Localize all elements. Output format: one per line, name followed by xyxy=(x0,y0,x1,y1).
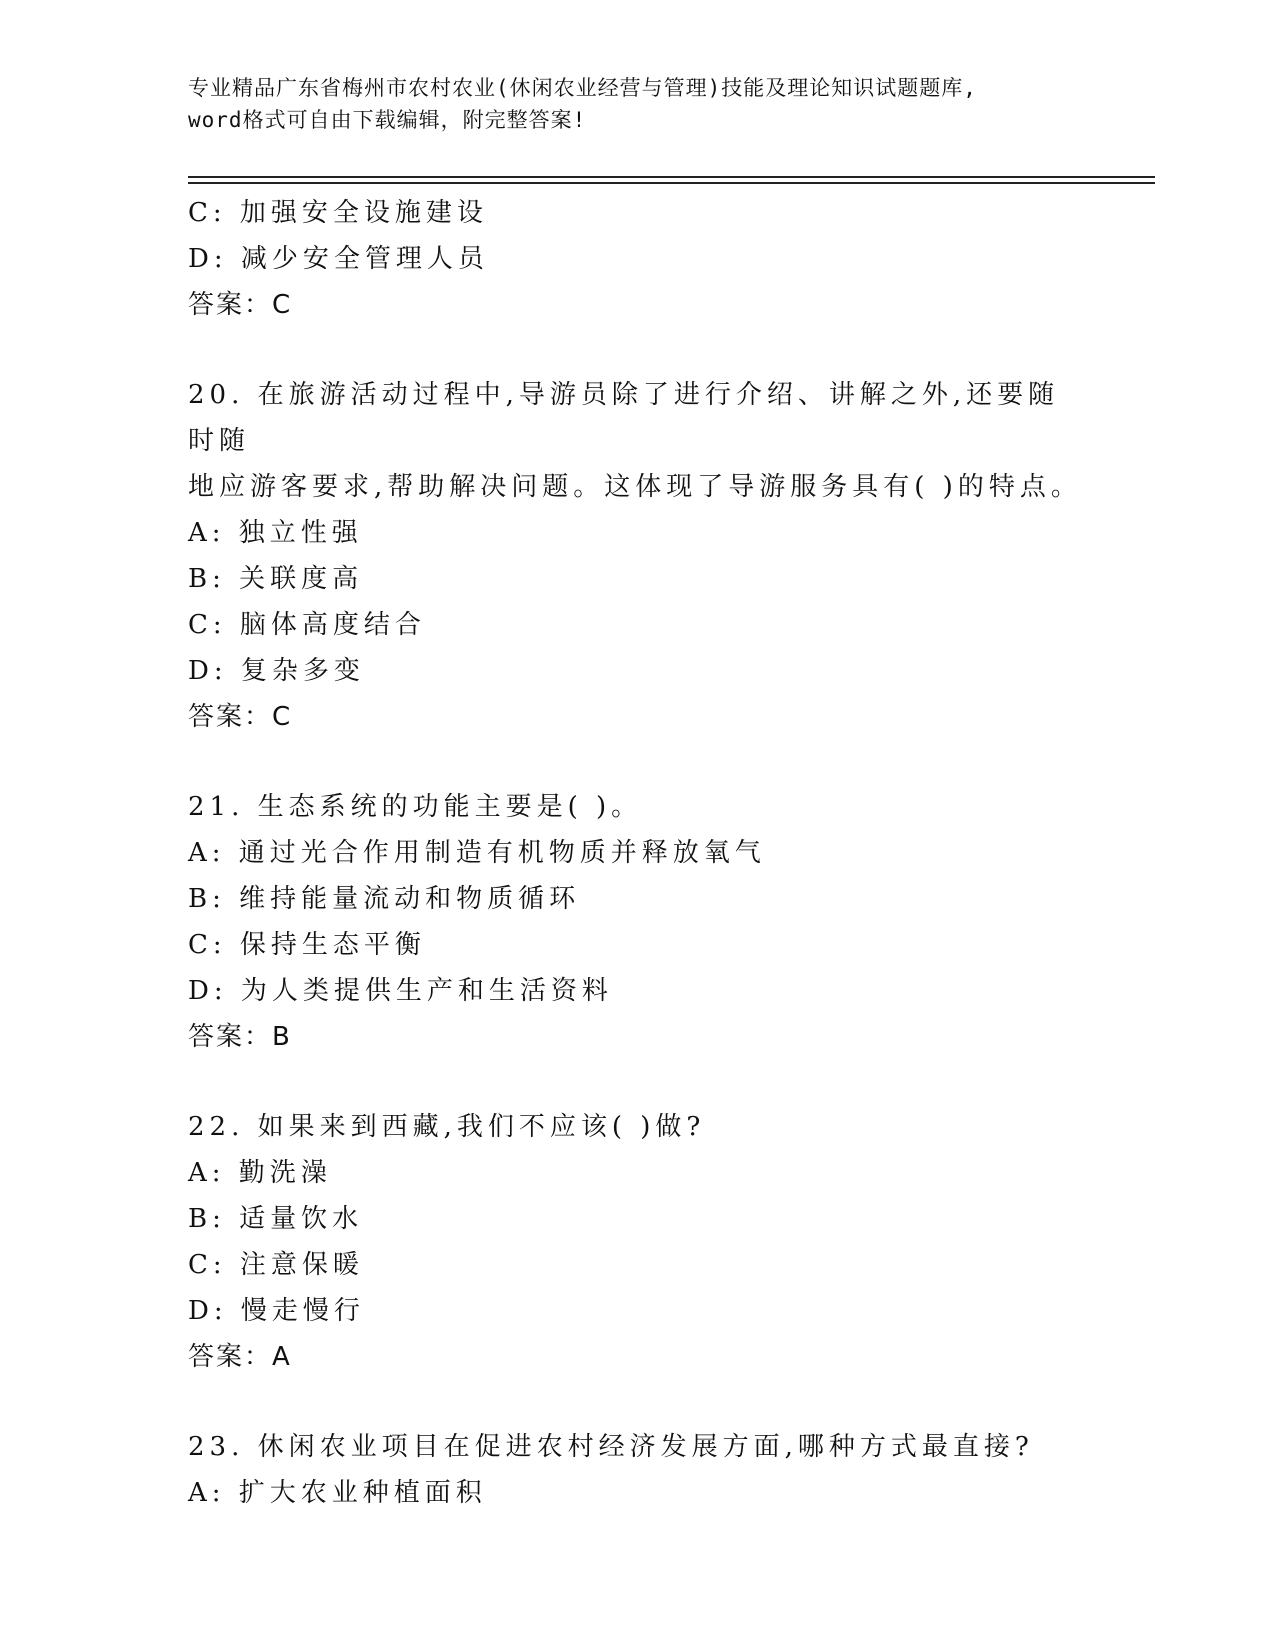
question-stem: 23. 休闲农业项目在促进农村经济发展方面,哪种方式最直接? xyxy=(188,1432,1034,1462)
question-stem-line-1: 20. 在旅游活动过程中,导游员除了进行介绍、讲解之外,还要随时随 xyxy=(188,380,1060,456)
option-a: A: 通过光合作用制造有机物质并释放氧气 xyxy=(188,838,766,868)
answer-line: 答案：C xyxy=(188,290,293,320)
option-c: C: 加强安全设施建设 xyxy=(188,198,488,228)
option-d: D: 慢走慢行 xyxy=(188,1296,365,1326)
question-22 xyxy=(188,1104,1088,1380)
question-stem: 21. 生态系统的功能主要是( )。 xyxy=(188,792,643,822)
option-d: D: 为人类提供生产和生活资料 xyxy=(188,976,613,1006)
option-c: C: 脑体高度结合 xyxy=(188,610,426,640)
option-b: B: 维持能量流动和物质循环 xyxy=(188,884,581,914)
option-a: A: 独立性强 xyxy=(188,518,363,548)
question-20 xyxy=(188,372,1088,740)
answer-line: 答案：A xyxy=(188,1342,292,1372)
option-b: B: 关联度高 xyxy=(188,564,364,594)
question-list xyxy=(188,190,1088,1516)
answer-line: 答案：C xyxy=(188,702,293,732)
option-c: C: 保持生态平衡 xyxy=(188,930,426,960)
answer-line: 答案：B xyxy=(188,1022,292,1052)
question-21 xyxy=(188,784,1088,1060)
option-a: A: 勤洗澡 xyxy=(188,1158,332,1188)
header-divider-top xyxy=(188,176,1155,178)
question-23 xyxy=(188,1424,1088,1516)
prev-question-block xyxy=(188,190,1088,328)
document-header xyxy=(188,72,1088,136)
header-line-1: 专业精品广东省梅州市农村农业(休闲农业经营与管理)技能及理论知识试题题库, xyxy=(188,76,977,100)
option-d: D: 减少安全管理人员 xyxy=(188,244,489,274)
question-stem: 22. 如果来到西藏,我们不应该( )做? xyxy=(188,1112,706,1142)
option-d: D: 复杂多变 xyxy=(188,656,365,686)
option-a: A: 扩大农业种植面积 xyxy=(188,1478,487,1508)
header-divider-bottom xyxy=(188,182,1155,184)
question-stem-line-2: 地应游客要求,帮助解决问题。这体现了导游服务具有( )的特点。 xyxy=(188,472,1082,502)
option-b: B: 适量饮水 xyxy=(188,1204,364,1234)
header-line-2: word格式可自由下载编辑，附完整答案! xyxy=(188,108,587,132)
option-c: C: 注意保暖 xyxy=(188,1250,364,1280)
